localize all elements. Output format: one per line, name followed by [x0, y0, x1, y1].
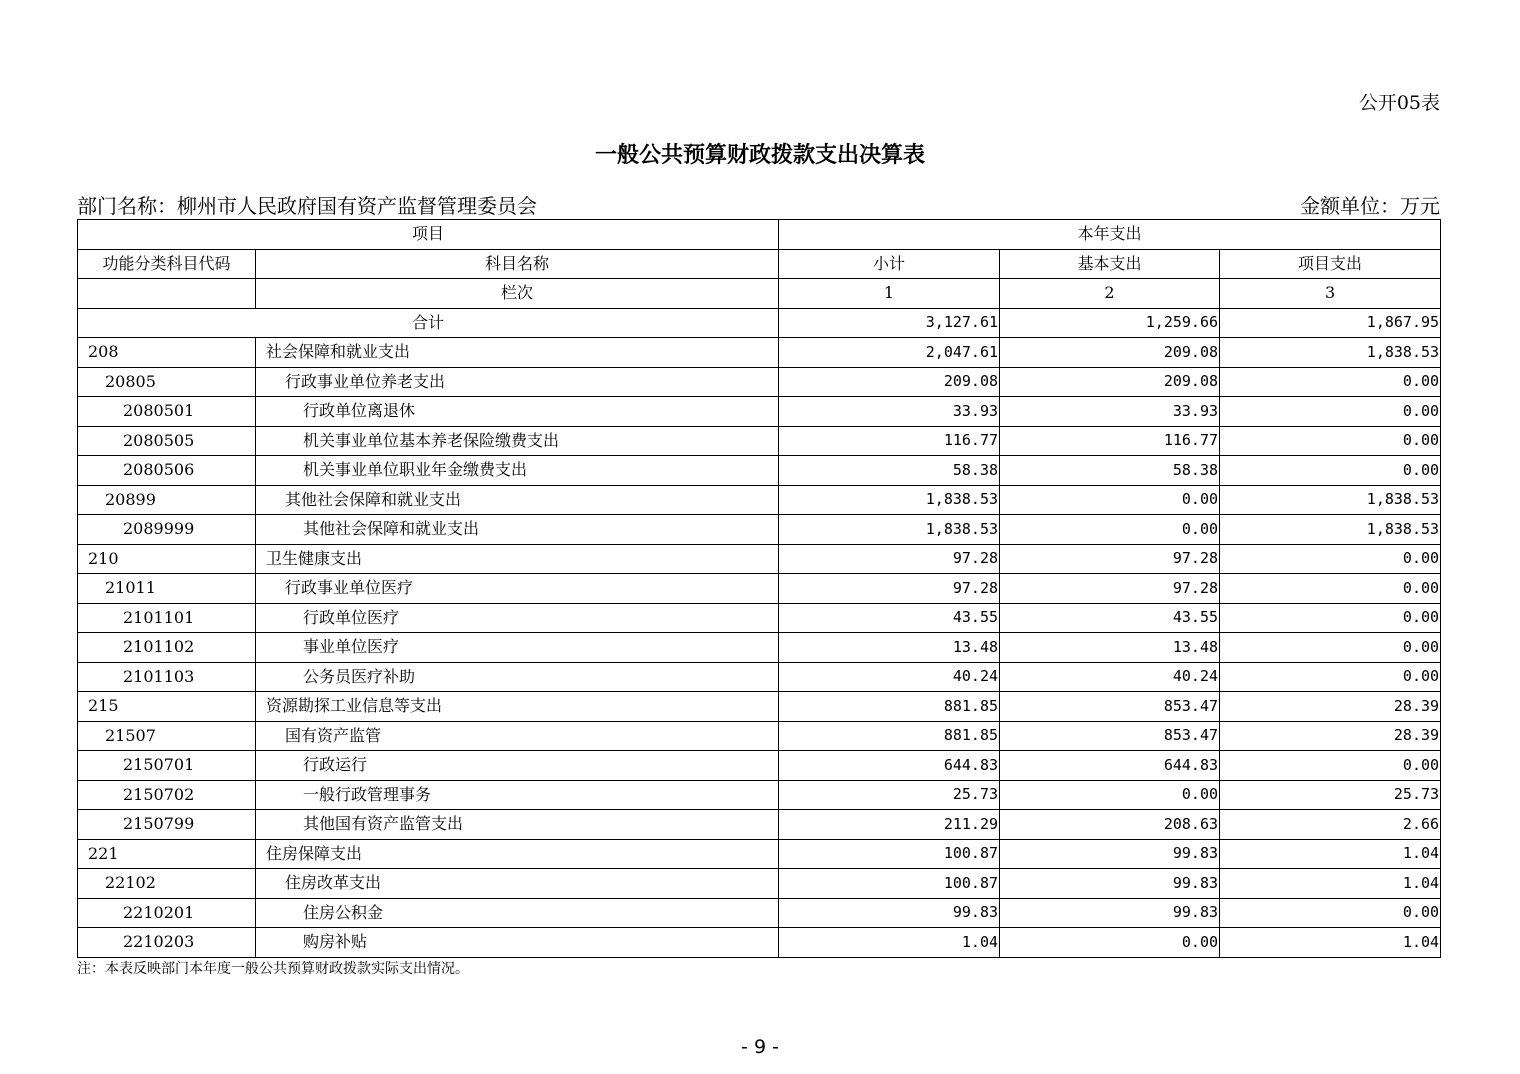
subject-code: 2089999 [78, 515, 256, 545]
project-expense-value: 0.00 [1220, 603, 1441, 633]
project-expense-value: 1.04 [1220, 928, 1441, 958]
form-code: 公开05表 [1358, 92, 1440, 114]
basic-expense-value: 0.00 [1000, 485, 1220, 515]
table-row [78, 397, 1441, 427]
table-row [78, 456, 1441, 486]
header-row-1 [78, 220, 1441, 250]
basic-expense-value: 13.48 [1000, 633, 1220, 663]
subject-code: 221 [78, 839, 256, 869]
project-expense-value: 25.73 [1220, 780, 1441, 810]
total-label: 合计 [78, 308, 779, 338]
header-column-order: 栏次 [256, 279, 779, 309]
header-col-1: 1 [779, 279, 1000, 309]
subject-code: 2101103 [78, 662, 256, 692]
project-expense-value: 0.00 [1220, 633, 1441, 663]
subject-name: 机关事业单位基本养老保险缴费支出 [256, 426, 779, 456]
subject-code: 2080505 [78, 426, 256, 456]
subject-name: 行政单位医疗 [256, 603, 779, 633]
header-subtotal: 小计 [779, 249, 1000, 279]
basic-expense-value: 97.28 [1000, 574, 1220, 604]
project-expense-value: 0.00 [1220, 574, 1441, 604]
header-project-expense: 项目支出 [1220, 249, 1441, 279]
table-row [78, 662, 1441, 692]
header-project: 项目 [78, 220, 779, 250]
subject-code: 2080501 [78, 397, 256, 427]
table-row [78, 485, 1441, 515]
subject-name: 公务员医疗补助 [256, 662, 779, 692]
basic-expense-value: 208.63 [1000, 810, 1220, 840]
subject-code: 2101101 [78, 603, 256, 633]
header-row-2 [78, 249, 1441, 279]
subtotal-value: 40.24 [779, 662, 1000, 692]
basic-expense-value: 853.47 [1000, 721, 1220, 751]
project-expense-value: 0.00 [1220, 456, 1441, 486]
subject-code: 2210201 [78, 898, 256, 928]
basic-expense-value: 0.00 [1000, 515, 1220, 545]
subject-code: 2080506 [78, 456, 256, 486]
subtotal-value: 209.08 [779, 367, 1000, 397]
header-col-3: 3 [1220, 279, 1441, 309]
subject-code: 215 [78, 692, 256, 722]
subject-name: 国有资产监管 [256, 721, 779, 751]
table-row [78, 338, 1441, 368]
subject-code: 20805 [78, 367, 256, 397]
subject-code: 2101102 [78, 633, 256, 663]
table-row [78, 574, 1441, 604]
subject-name: 行政单位离退休 [256, 397, 779, 427]
project-expense-value: 1.04 [1220, 869, 1441, 899]
subtotal-value: 43.55 [779, 603, 1000, 633]
basic-expense-value: 99.83 [1000, 869, 1220, 899]
subtotal-value: 33.93 [779, 397, 1000, 427]
document-title: 一般公共预算财政拨款支出决算表 [594, 142, 925, 168]
subject-name: 行政运行 [256, 751, 779, 781]
total-subtotal: 3,127.61 [779, 308, 1000, 338]
project-expense-value: 1,838.53 [1220, 515, 1441, 545]
department-name: 部门名称：柳州市人民政府国有资产监督管理委员会 [77, 194, 537, 218]
total-row [78, 308, 1441, 338]
table-row [78, 810, 1441, 840]
table-row [78, 751, 1441, 781]
page-number: - 9 - [741, 1036, 779, 1058]
basic-expense-value: 40.24 [1000, 662, 1220, 692]
header-basic-expense: 基本支出 [1000, 249, 1220, 279]
subtotal-value: 13.48 [779, 633, 1000, 663]
subject-code: 21507 [78, 721, 256, 751]
subtotal-value: 2,047.61 [779, 338, 1000, 368]
subject-code: 2150799 [78, 810, 256, 840]
amount-unit: 金额单位：万元 [1300, 194, 1440, 218]
table-row [78, 928, 1441, 958]
basic-expense-value: 33.93 [1000, 397, 1220, 427]
subject-name: 机关事业单位职业年金缴费支出 [256, 456, 779, 486]
subject-name: 其他社会保障和就业支出 [256, 485, 779, 515]
project-expense-value: 2.66 [1220, 810, 1441, 840]
subject-name: 行政事业单位医疗 [256, 574, 779, 604]
table-row [78, 692, 1441, 722]
basic-expense-value: 209.08 [1000, 338, 1220, 368]
subject-code: 20899 [78, 485, 256, 515]
subtotal-value: 99.83 [779, 898, 1000, 928]
project-expense-value: 0.00 [1220, 898, 1441, 928]
table-row [78, 780, 1441, 810]
subtotal-value: 97.28 [779, 574, 1000, 604]
table-row [78, 898, 1441, 928]
project-expense-value: 1.04 [1220, 839, 1441, 869]
subtotal-value: 97.28 [779, 544, 1000, 574]
table-row [78, 603, 1441, 633]
subject-name: 住房公积金 [256, 898, 779, 928]
basic-expense-value: 97.28 [1000, 544, 1220, 574]
header-current-year-expense: 本年支出 [779, 220, 1441, 250]
subject-name: 社会保障和就业支出 [256, 338, 779, 368]
project-expense-value: 0.00 [1220, 397, 1441, 427]
subject-name: 资源勘探工业信息等支出 [256, 692, 779, 722]
subtotal-value: 644.83 [779, 751, 1000, 781]
subject-name: 住房改革支出 [256, 869, 779, 899]
subject-name: 一般行政管理事务 [256, 780, 779, 810]
header-row-3 [78, 279, 1441, 309]
project-expense-value: 0.00 [1220, 544, 1441, 574]
subject-name: 卫生健康支出 [256, 544, 779, 574]
basic-expense-value: 116.77 [1000, 426, 1220, 456]
subject-name: 事业单位医疗 [256, 633, 779, 663]
table-row [78, 869, 1441, 899]
project-expense-value: 28.39 [1220, 692, 1441, 722]
subtotal-value: 25.73 [779, 780, 1000, 810]
table-row [78, 839, 1441, 869]
basic-expense-value: 58.38 [1000, 456, 1220, 486]
subject-code: 208 [78, 338, 256, 368]
header-subject-name: 科目名称 [256, 249, 779, 279]
subtotal-value: 211.29 [779, 810, 1000, 840]
header-func-code: 功能分类科目代码 [78, 249, 256, 279]
subtotal-value: 881.85 [779, 721, 1000, 751]
subject-name: 住房保障支出 [256, 839, 779, 869]
subject-code: 210 [78, 544, 256, 574]
project-expense-value: 1,838.53 [1220, 485, 1441, 515]
subject-code: 22102 [78, 869, 256, 899]
header-empty-cell [78, 279, 256, 309]
subject-code: 2210203 [78, 928, 256, 958]
subject-code: 21011 [78, 574, 256, 604]
table-row [78, 426, 1441, 456]
table-row [78, 633, 1441, 663]
subtotal-value: 58.38 [779, 456, 1000, 486]
subtotal-value: 881.85 [779, 692, 1000, 722]
subject-code: 2150702 [78, 780, 256, 810]
subject-code: 2150701 [78, 751, 256, 781]
total-basic: 1,259.66 [1000, 308, 1220, 338]
basic-expense-value: 644.83 [1000, 751, 1220, 781]
total-project: 1,867.95 [1220, 308, 1441, 338]
basic-expense-value: 99.83 [1000, 839, 1220, 869]
project-expense-value: 28.39 [1220, 721, 1441, 751]
subject-name: 行政事业单位养老支出 [256, 367, 779, 397]
subtotal-value: 1,838.53 [779, 515, 1000, 545]
header-col-2: 2 [1000, 279, 1220, 309]
project-expense-value: 1,838.53 [1220, 338, 1441, 368]
subtotal-value: 1.04 [779, 928, 1000, 958]
subtotal-value: 100.87 [779, 839, 1000, 869]
table-note: 注：本表反映部门本年度一般公共预算财政拨款实际支出情况。 [77, 961, 469, 977]
basic-expense-value: 0.00 [1000, 780, 1220, 810]
subject-name: 其他国有资产监管支出 [256, 810, 779, 840]
table-row [78, 544, 1441, 574]
subject-name: 购房补贴 [256, 928, 779, 958]
project-expense-value: 0.00 [1220, 426, 1441, 456]
basic-expense-value: 209.08 [1000, 367, 1220, 397]
basic-expense-value: 99.83 [1000, 898, 1220, 928]
subtotal-value: 116.77 [779, 426, 1000, 456]
subtotal-value: 100.87 [779, 869, 1000, 899]
table-row [78, 721, 1441, 751]
subtotal-value: 1,838.53 [779, 485, 1000, 515]
project-expense-value: 0.00 [1220, 367, 1441, 397]
basic-expense-value: 853.47 [1000, 692, 1220, 722]
basic-expense-value: 0.00 [1000, 928, 1220, 958]
subject-name: 其他社会保障和就业支出 [256, 515, 779, 545]
project-expense-value: 0.00 [1220, 662, 1441, 692]
budget-table [77, 219, 1441, 958]
project-expense-value: 0.00 [1220, 751, 1441, 781]
basic-expense-value: 43.55 [1000, 603, 1220, 633]
table-row [78, 367, 1441, 397]
table-row [78, 515, 1441, 545]
